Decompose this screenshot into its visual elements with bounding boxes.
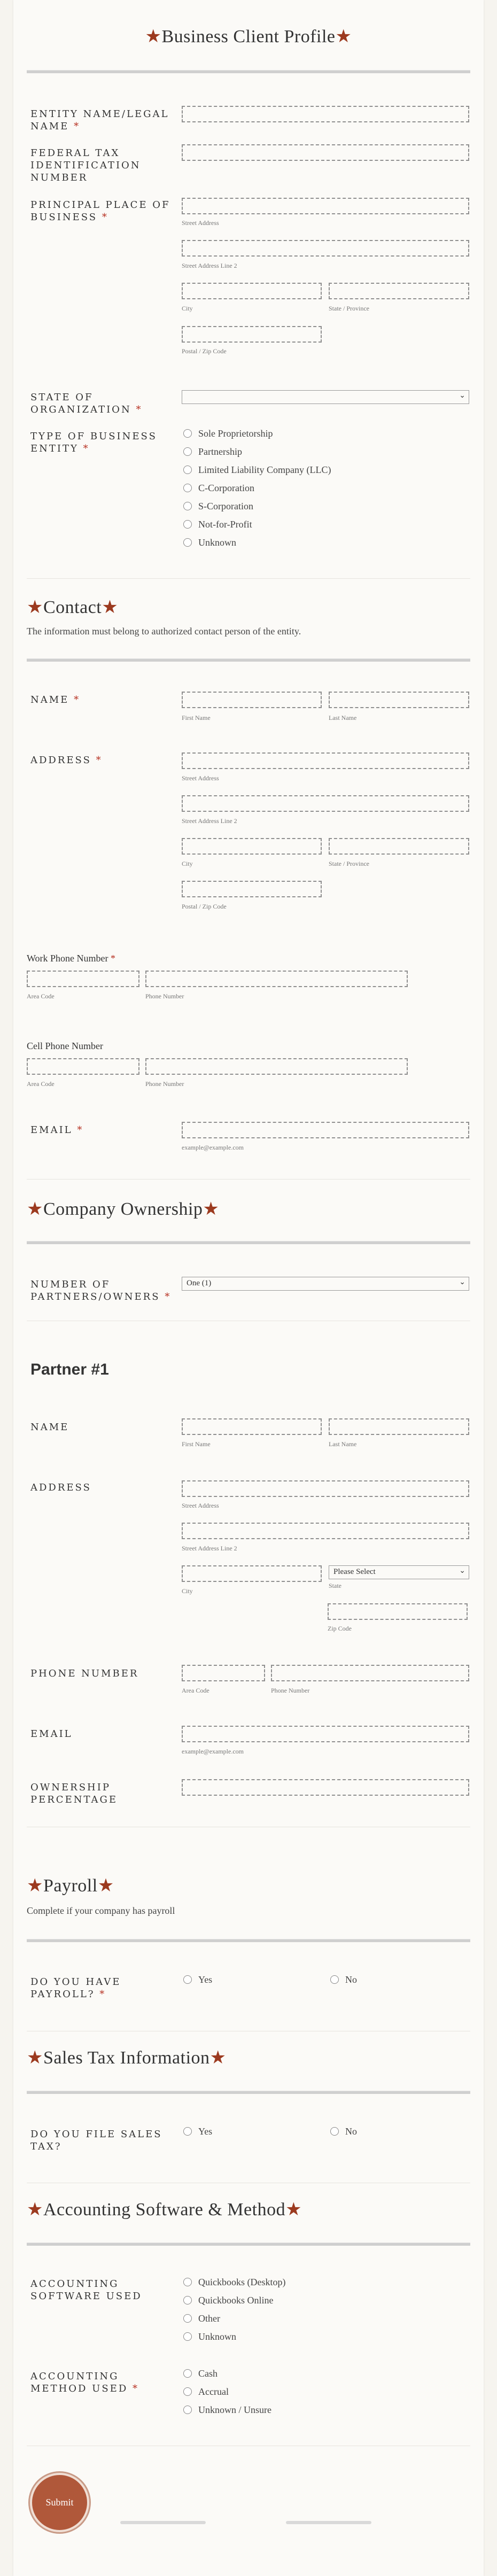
- street2-sublabel: Street Address Line 2: [182, 817, 237, 825]
- business-state-input[interactable]: [329, 283, 469, 299]
- entity-type-option[interactable]: Sole Proprietorship: [183, 427, 273, 440]
- zip-sublabel: Zip Code: [328, 1625, 352, 1632]
- contact-email-label: EMAIL *: [30, 1124, 84, 1136]
- last-name-sublabel: Last Name: [329, 714, 357, 721]
- entity-name-input[interactable]: [182, 106, 469, 122]
- state-province-sublabel: State / Province: [329, 860, 369, 867]
- street-sublabel: Street Address: [182, 774, 219, 782]
- contact-city-input[interactable]: [182, 838, 322, 855]
- contact-section-title: ★Contact★: [27, 598, 119, 617]
- city-sublabel: City: [182, 860, 193, 867]
- ownership-section-title: ★Company Ownership★: [27, 1199, 220, 1219]
- work-phone-input[interactable]: [145, 971, 408, 987]
- entity-name-label: ENTITY NAME/LEGAL NAME *: [30, 108, 169, 132]
- partner-email-input[interactable]: [182, 1726, 469, 1742]
- software-option[interactable]: Other: [183, 2312, 220, 2325]
- chevron-down-icon: ⌄: [459, 1567, 465, 1575]
- footer-line: [286, 2521, 371, 2524]
- contact-address-label: ADDRESS *: [30, 755, 103, 766]
- partner-email-label: EMAIL: [30, 1728, 73, 1740]
- entity-type-label: TYPE OF BUSINESS ENTITY *: [30, 431, 157, 454]
- cell-phone-input[interactable]: [145, 1058, 408, 1075]
- work-area-code-input[interactable]: [27, 971, 139, 987]
- sales-tax-question-label: DO YOU FILE SALES TAX?: [30, 2129, 162, 2152]
- street2-sublabel: Street Address Line 2: [182, 1545, 237, 1552]
- entity-type-option[interactable]: Unknown: [183, 536, 236, 549]
- city-sublabel: City: [182, 305, 193, 312]
- partner-phone-input[interactable]: [271, 1665, 469, 1681]
- partner-zip-input[interactable]: [328, 1603, 468, 1620]
- footer-line: [120, 2521, 206, 2524]
- contact-description: The information must belong to authorized contact person of the entity.: [27, 626, 301, 637]
- ownership-percentage-input[interactable]: [182, 1779, 469, 1796]
- title-divider: [27, 70, 470, 73]
- contact-zip-input[interactable]: [182, 881, 322, 897]
- method-option[interactable]: Cash: [183, 2367, 218, 2380]
- state-province-sublabel: State / Province: [329, 305, 369, 312]
- payroll-description: Complete if your company has payroll: [27, 1905, 175, 1916]
- partner-name-label: NAME: [30, 1422, 69, 1433]
- email-sublabel: example@example.com: [182, 1748, 244, 1755]
- partner-street-input[interactable]: [182, 1480, 469, 1497]
- state-org-label: STATE OF ORGANIZATION *: [30, 392, 143, 415]
- payroll-question-label: DO YOU HAVE PAYROLL? *: [30, 1976, 121, 2000]
- cell-phone-label: Cell Phone Number: [27, 1041, 103, 1051]
- contact-first-name-input[interactable]: [182, 692, 322, 708]
- partner-heading: Partner #1: [30, 1361, 109, 1378]
- partner-state-select[interactable]: Please Select ⌄: [329, 1565, 469, 1579]
- accounting-software-label: ACCOUNTING SOFTWARE USED: [30, 2278, 142, 2302]
- payroll-yes-radio[interactable]: Yes: [183, 1973, 212, 1986]
- method-option[interactable]: Unknown / Unsure: [183, 2403, 271, 2416]
- partner-first-name-input[interactable]: [182, 1418, 322, 1435]
- contact-state-input[interactable]: [329, 838, 469, 855]
- street-sublabel: Street Address: [182, 1502, 219, 1509]
- payroll-no-radio[interactable]: No: [330, 1973, 357, 1986]
- software-option[interactable]: Quickbooks Online: [183, 2294, 273, 2307]
- phone-number-sublabel: Phone Number: [271, 1687, 310, 1694]
- section-divider: [27, 2243, 470, 2246]
- entity-type-option[interactable]: Not-for-Profit: [183, 518, 252, 531]
- partner-city-input[interactable]: [182, 1565, 322, 1582]
- first-name-sublabel: First Name: [182, 714, 211, 721]
- sales-tax-no-radio[interactable]: No: [330, 2125, 357, 2138]
- email-sublabel: example@example.com: [182, 1144, 244, 1151]
- partner-street2-input[interactable]: [182, 1523, 469, 1539]
- divider: [27, 578, 470, 579]
- principal-place-label: PRINCIPAL PLACE OF BUSINESS *: [30, 199, 170, 223]
- contact-name-label: NAME *: [30, 694, 81, 705]
- first-name-sublabel: First Name: [182, 1440, 211, 1448]
- submit-button[interactable]: Submit: [30, 2473, 89, 2532]
- page-title: ★Business Client Profile★: [145, 27, 352, 46]
- postal-sublabel: Postal / Zip Code: [182, 903, 227, 910]
- entity-type-option[interactable]: S-Corporation: [183, 500, 253, 513]
- accounting-method-label: ACCOUNTING METHOD USED *: [30, 2371, 139, 2394]
- partner-area-code-input[interactable]: [182, 1665, 265, 1681]
- phone-number-sublabel: Phone Number: [145, 992, 184, 1000]
- tax-id-label: FEDERAL TAX IDENTIFICATION NUMBER: [30, 148, 141, 183]
- divider: [27, 1179, 470, 1180]
- area-code-sublabel: Area Code: [27, 992, 55, 1000]
- entity-type-option[interactable]: Partnership: [183, 445, 242, 458]
- payroll-section-title: ★Payroll★: [27, 1876, 114, 1896]
- state-sublabel: State: [329, 1582, 341, 1589]
- method-option[interactable]: Accrual: [183, 2385, 229, 2398]
- work-phone-label: Work Phone Number *: [27, 953, 116, 964]
- partner-address-label: ADDRESS: [30, 1482, 91, 1493]
- entity-type-option[interactable]: C-Corporation: [183, 482, 254, 494]
- accounting-section-title: ★Accounting Software & Method★: [27, 2200, 302, 2220]
- business-street2-input[interactable]: [182, 240, 469, 257]
- partner-phone-label: PHONE NUMBER: [30, 1668, 139, 1679]
- area-code-sublabel: Area Code: [27, 1080, 55, 1088]
- contact-email-input[interactable]: [182, 1122, 469, 1138]
- area-code-sublabel: Area Code: [182, 1687, 209, 1694]
- section-divider: [27, 1939, 470, 1942]
- section-divider: [27, 1241, 470, 1244]
- last-name-sublabel: Last Name: [329, 1440, 357, 1448]
- sales-tax-yes-radio[interactable]: Yes: [183, 2125, 212, 2138]
- chevron-down-icon: ⌄: [459, 1278, 465, 1286]
- section-divider: [27, 2091, 470, 2094]
- contact-street-input[interactable]: [182, 752, 469, 769]
- contact-street2-input[interactable]: [182, 795, 469, 812]
- form-card: [13, 0, 484, 2576]
- tax-id-input[interactable]: [182, 144, 469, 161]
- contact-last-name-input[interactable]: [329, 692, 469, 708]
- business-city-input[interactable]: [182, 283, 322, 299]
- software-option[interactable]: Unknown: [183, 2330, 236, 2343]
- street2-sublabel: Street Address Line 2: [182, 262, 237, 269]
- sales-tax-section-title: ★Sales Tax Information★: [27, 2048, 227, 2068]
- partner-last-name-input[interactable]: [329, 1418, 469, 1435]
- entity-type-option[interactable]: Limited Liability Company (LLC): [183, 463, 331, 476]
- street-sublabel: Street Address: [182, 219, 219, 227]
- business-street-input[interactable]: [182, 198, 469, 214]
- postal-sublabel: Postal / Zip Code: [182, 347, 227, 355]
- state-org-select[interactable]: [182, 390, 469, 404]
- partners-count-label: NUMBER OF PARTNERS/OWNERS *: [30, 1279, 172, 1302]
- city-sublabel: City: [182, 1587, 193, 1595]
- ownership-percentage-label: OWNERSHIP PERCENTAGE: [30, 1782, 118, 1805]
- section-divider: [27, 658, 470, 662]
- cell-area-code-input[interactable]: [27, 1058, 139, 1075]
- business-zip-input[interactable]: [182, 326, 322, 343]
- phone-number-sublabel: Phone Number: [145, 1080, 184, 1088]
- software-option[interactable]: Quickbooks (Desktop): [183, 2276, 285, 2288]
- chevron-down-icon: ⌄: [459, 392, 465, 400]
- partners-count-select[interactable]: One (1) ⌄: [182, 1277, 469, 1291]
